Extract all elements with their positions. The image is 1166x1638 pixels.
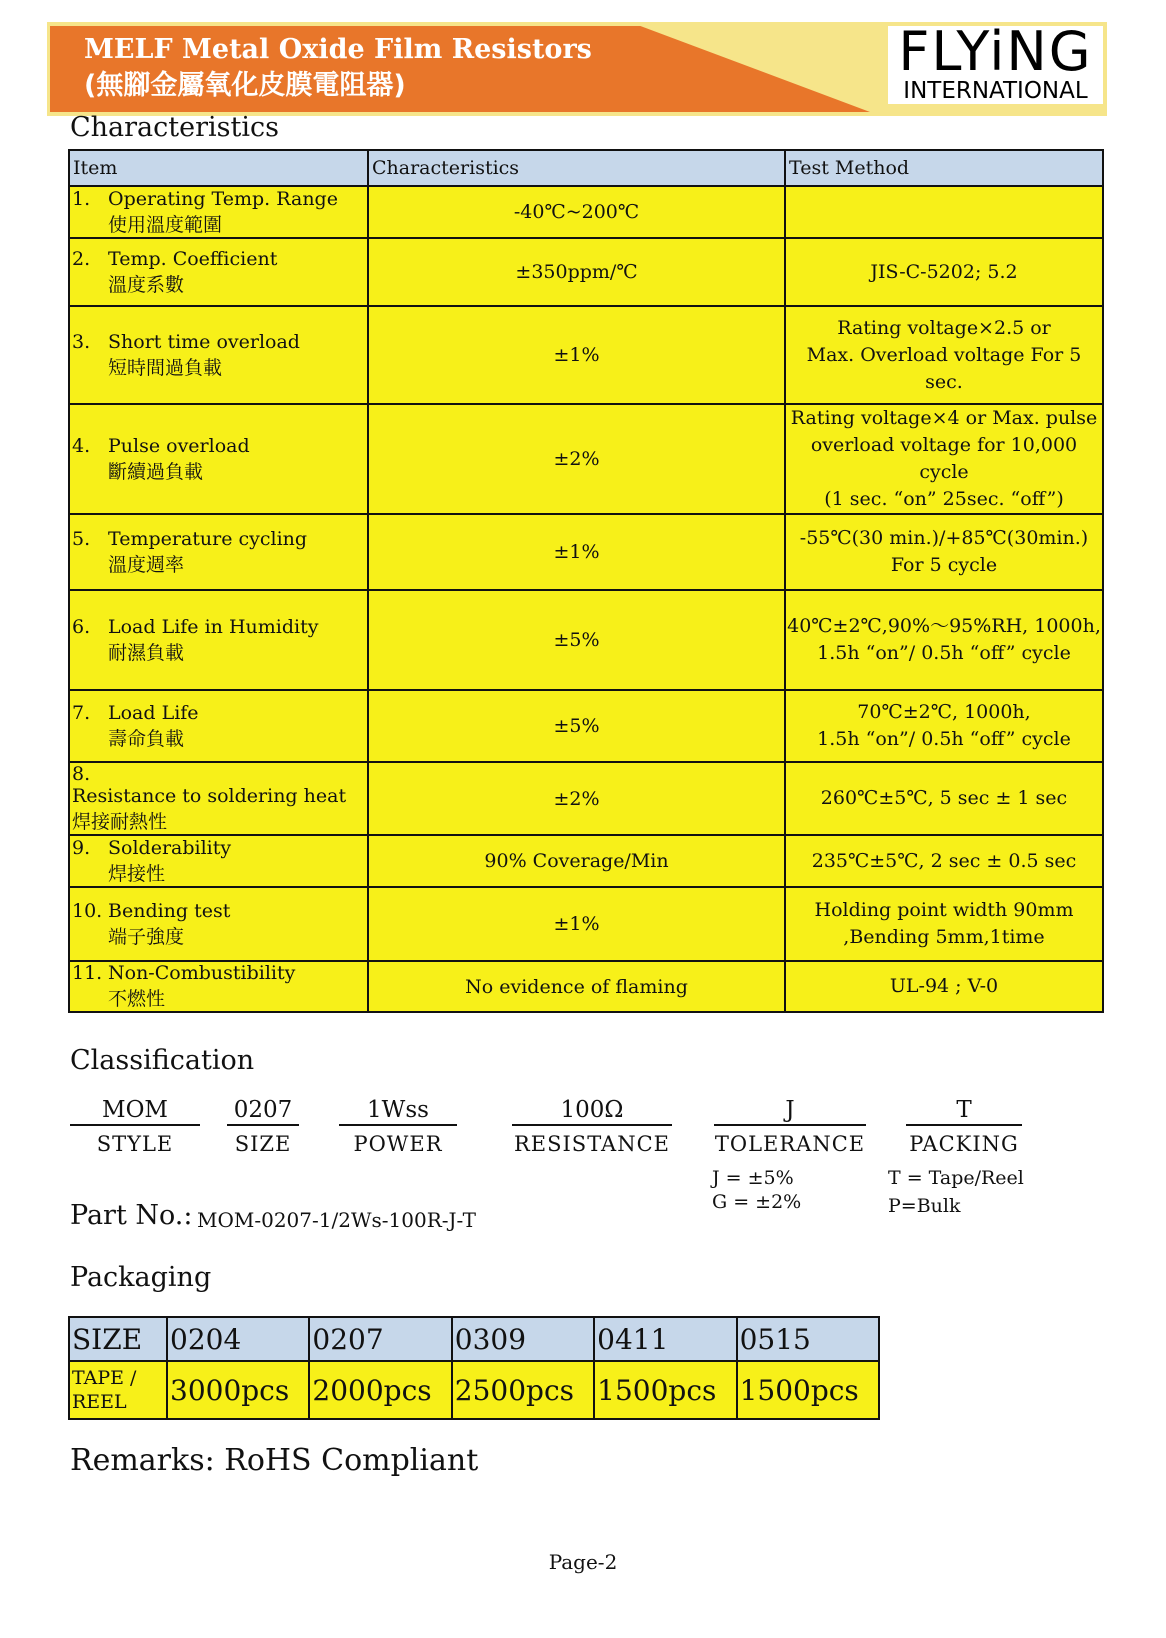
qty-cell: 2000pcs [309,1361,451,1419]
class-tolerance-value: J [714,1096,866,1126]
item-number: 1. [72,187,91,210]
item-text [108,435,250,484]
packaging-qty-row [69,1361,879,1419]
characteristic-value: ±1% [368,306,785,404]
item-name-en: Non-Combustibility [108,962,296,984]
part-no-value: MOM-0207-1/2Ws-100R-J-T [197,1208,476,1232]
table-row [69,238,1103,306]
test-method-cell [785,514,1103,590]
test-method-line: Max. Overload voltage For 5 sec. [806,343,1082,393]
test-method-line: UL-94 ; V-0 [889,975,999,997]
table-row [69,404,1103,514]
item-cell [69,404,368,514]
item-name-zh: 壽命負載 [108,727,185,750]
item-name-zh: 使用溫度範圍 [108,213,223,236]
item-text [108,528,307,577]
size-cell: 0515 [737,1317,879,1361]
title-chinese: (無腳金屬氧化皮膜電阻器) [84,70,406,101]
characteristic-value: ±5% [368,590,785,690]
test-method-cell [785,238,1103,306]
item-name-en: Pulse overload [108,434,250,457]
item-text [108,702,199,751]
item-text [108,248,277,297]
item-name-en: Bending test [108,899,231,922]
item-cell [69,186,368,238]
table-row [69,690,1103,762]
test-method-cell [785,690,1103,762]
item-name-en: Solderability [108,836,232,859]
item-number: 5. [72,527,91,550]
characteristic-value: ±1% [368,887,785,961]
page-title [84,32,592,104]
item-cell [69,306,368,404]
item-cell [69,590,368,690]
class-packing-label: PACKING [909,1132,1019,1156]
item-cell [69,690,368,762]
class-power-label: POWER [353,1132,443,1156]
logo-subtitle: INTERNATIONAL [903,78,1088,104]
part-no-label: Part No.: [70,1200,193,1231]
class-size-label: SIZE [234,1132,292,1156]
characteristic-value: 90% Coverage/Min [368,835,785,887]
test-method-line: Rating voltage×4 or Max. pulse overload voltage for 10,000 cycle [790,407,1098,483]
size-cell: 0411 [594,1317,736,1361]
item-name-zh: 耐濕負載 [108,641,185,664]
item-name-en: Temp. Coefficient [108,247,278,270]
test-method-cell [785,404,1103,514]
test-method-line: 70℃±2℃, 1000h, [857,701,1031,723]
item-text [108,331,300,380]
test-method-line: (1 sec. “on” 25sec. “off”) [824,488,1064,510]
characteristic-value: ±350ppm/℃ [368,238,785,306]
class-style-value: MOM [70,1096,200,1126]
item-name-en: Short time overload [108,330,300,353]
item-text [108,900,230,949]
title-english: MELF Metal Oxide Film Resistors [84,34,592,65]
characteristic-value: ±5% [368,690,785,762]
characteristics-heading: Characteristics [70,112,279,143]
item-name-en: Load Life [108,701,199,724]
item-cell [69,762,368,835]
item-cell [69,887,368,961]
item-name-zh: 焊接性 [108,862,166,885]
test-method-line: 1.5h “on”/ 0.5h “off” cycle [817,642,1071,664]
remarks: Remarks: RoHS Compliant [70,1443,479,1478]
table-row [69,186,1103,238]
item-name-zh: 不燃性 [108,988,166,1010]
item-name-en: Resistance to soldering heat [72,785,347,807]
size-header: SIZE [69,1317,167,1361]
tolerance-notes [712,1164,801,1216]
item-number: 4. [72,434,91,457]
class-tolerance-label: TOLERANCE [714,1132,866,1156]
item-text [108,962,295,1011]
logo: FLYiNG [898,20,1093,83]
table-row [69,961,1103,1012]
item-number: 6. [72,615,91,638]
test-method-cell [785,887,1103,961]
item-name-zh: 溫度週率 [108,553,185,576]
test-method-cell [785,186,1103,238]
item-name-en: Operating Temp. Range [108,187,338,210]
packaging-table [68,1316,880,1420]
characteristic-value: ±2% [368,404,785,514]
size-cell: 0309 [452,1317,594,1361]
item-name-zh: 端子強度 [108,925,185,948]
item-text [108,616,318,665]
packaging-size-row [69,1317,879,1361]
characteristics-table [68,149,1104,1013]
tolerance-note: J = ±5% [712,1167,794,1189]
item-text [72,785,346,834]
qty-cell: 1500pcs [737,1361,879,1419]
test-method-line: Rating voltage×2.5 or [837,316,1051,339]
test-method-cell [785,961,1103,1012]
column-header: Item [69,150,368,186]
test-method-line: 260℃±5℃, 5 sec ± 1 sec [820,787,1068,809]
classification-heading: Classification [70,1045,255,1076]
test-method-cell [785,762,1103,835]
characteristic-value: ±2% [368,762,785,835]
item-text [108,188,338,237]
qty-cell: 2500pcs [452,1361,594,1419]
item-name-zh: 溫度系數 [108,273,185,296]
test-method-line: JIS-C-5202; 5.2 [870,260,1018,283]
table-row [69,590,1103,690]
table-row [69,762,1103,835]
test-method-cell [785,306,1103,404]
packaging-heading: Packaging [70,1262,212,1293]
characteristic-value: No evidence of flaming [368,961,785,1012]
table-row [69,306,1103,404]
item-cell [69,835,368,887]
class-style-label: STYLE [96,1132,174,1156]
item-name-en: Load Life in Humidity [108,615,319,638]
item-number: 8. [72,763,91,785]
item-name-zh: 斷續過負載 [108,460,204,483]
column-header: Characteristics [368,150,785,186]
class-resistance-value: 100Ω [512,1096,672,1126]
test-method-line: 40℃±2℃,90%～95%RH, 1000h, [787,615,1101,637]
class-power-value: 1Wss [339,1096,457,1126]
tolerance-note: G = ±2% [712,1191,802,1213]
test-method-line: 1.5h “on”/ 0.5h “off” cycle [817,728,1071,750]
column-header: Test Method [785,150,1103,186]
item-text [108,837,231,886]
characteristic-value: ±1% [368,514,785,590]
table-row [69,835,1103,887]
test-method-line: -55℃(30 min.)/+85℃(30min.) [799,527,1089,549]
item-cell [69,514,368,590]
test-method-line: Holding point width 90mm ,Bending 5mm,1time [814,899,1074,948]
size-cell: 0207 [309,1317,451,1361]
class-resistance-label: RESISTANCE [513,1132,670,1156]
qty-header: TAPE / REEL [69,1361,167,1419]
qty-cell: 3000pcs [167,1361,309,1419]
test-method-line: For 5 cycle [890,554,998,576]
test-method-cell [785,835,1103,887]
item-number: 11. [72,962,103,984]
characteristic-value: -40℃~200℃ [368,186,785,238]
table-row [69,887,1103,961]
size-cell: 0204 [167,1317,309,1361]
item-number: 10. [72,899,103,922]
item-name-zh: 焊接耐熱性 [72,811,168,833]
item-cell [69,238,368,306]
item-number: 7. [72,701,91,724]
class-packing-value: T [906,1096,1022,1126]
item-number: 3. [72,330,91,353]
item-cell [69,961,368,1012]
test-method-line: 235℃±5℃, 2 sec ± 0.5 sec [811,849,1077,872]
qty-cell: 1500pcs [594,1361,736,1419]
table-row [69,514,1103,590]
item-name-en: Temperature cycling [108,527,308,550]
item-number: 2. [72,247,91,270]
test-method-cell [785,590,1103,690]
class-size-value: 0207 [227,1096,299,1126]
packing-note: T = Tape/Reel [888,1167,1024,1189]
item-name-zh: 短時間過負載 [108,356,223,379]
packing-note: P=Bulk [888,1195,961,1217]
page-number: Page-2 [548,1550,618,1574]
packing-notes [888,1164,1024,1220]
item-number: 9. [72,836,91,859]
